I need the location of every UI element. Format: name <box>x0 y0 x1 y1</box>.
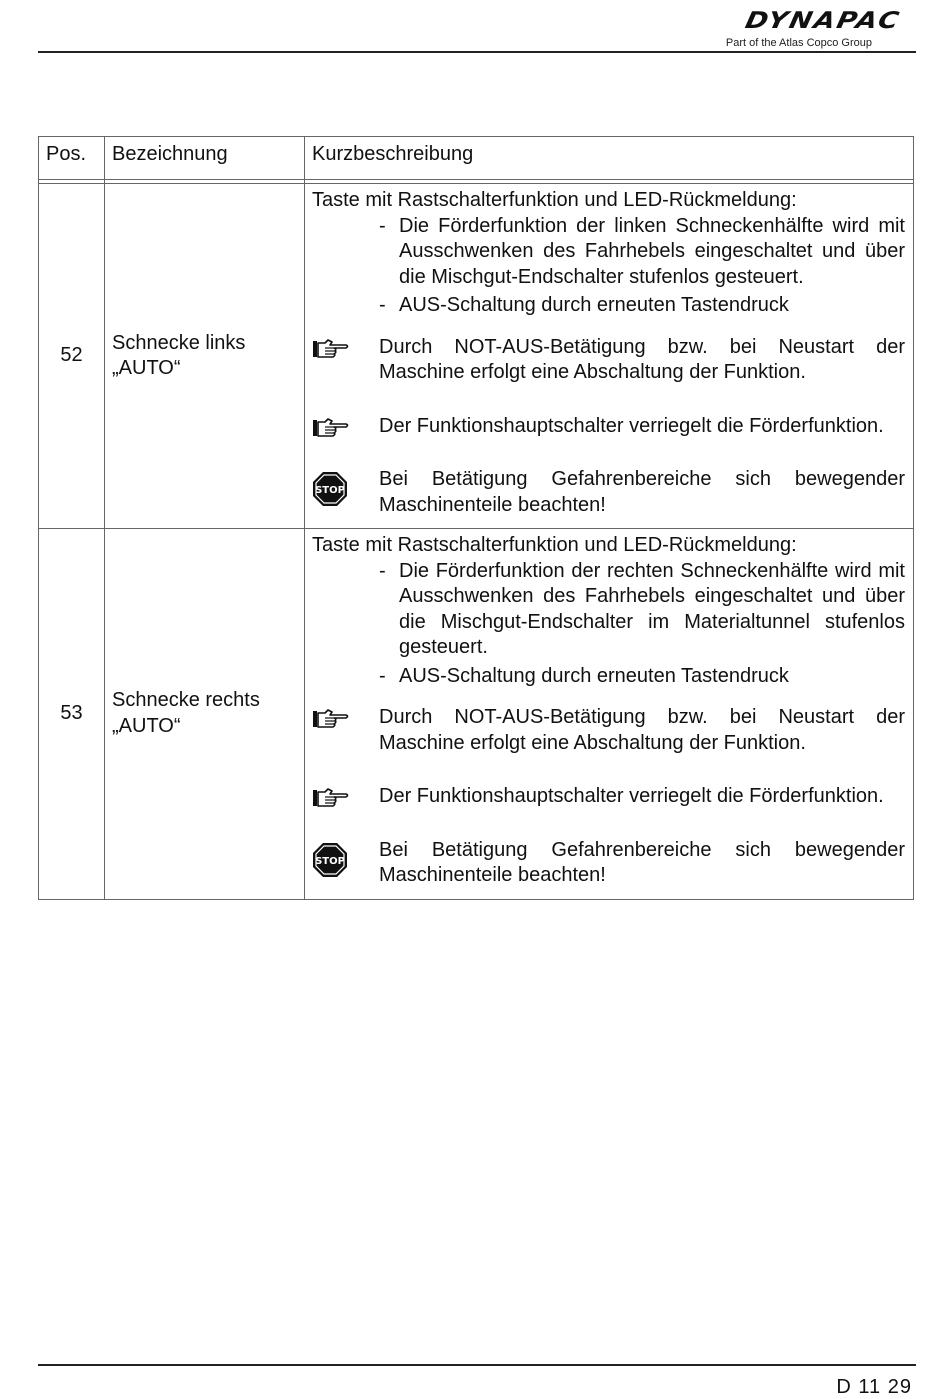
pos-cell: 53 <box>39 529 105 900</box>
pointing-hand-icon <box>312 335 379 359</box>
header-bezeichnung: Bezeichnung <box>105 137 305 180</box>
header-divider <box>38 51 916 53</box>
note-text: Der Funktionshauptschalter verriegelt die Förderfunktion. <box>379 414 884 437</box>
name-cell <box>105 529 305 900</box>
warning-block <box>312 467 905 518</box>
logo-wordmark: DYNAPAC <box>742 7 903 34</box>
name-line: Schnecke links <box>112 331 246 354</box>
stop-label: STOP <box>315 485 345 496</box>
description-intro: Taste mit Rastschalterfunktion und LED-Rückmeldung: <box>312 189 797 211</box>
note-text: Durch NOT-AUS-Betätigung bzw. bei Neustart der Maschine erfolgt eine Abschaltung der Funktion. <box>379 706 905 754</box>
note-text: Der Funktionshauptschalter verriegelt die Förderfunktion. <box>379 785 884 807</box>
table-row <box>39 184 914 529</box>
list-item-text: Die Förderfunktion der linken Schneckenhälfte wird mit Ausschwenken des Fahrhebels eingeschaltet und über die Mischgut-Endschalter stufenlos gesteuert. <box>399 214 905 288</box>
note-block <box>312 414 905 440</box>
name-line: Schnecke rechts <box>112 689 260 712</box>
name-line: „AUTO“ <box>112 714 181 737</box>
name-cell <box>105 184 305 529</box>
note-block <box>312 335 905 386</box>
pointing-hand-icon <box>312 784 379 808</box>
logo-subtitle: Part of the Atlas Copco Group <box>725 37 872 49</box>
page-number: D 11 29 <box>836 1376 912 1398</box>
table-row <box>39 529 914 900</box>
warning-text: Bei Betätigung Gefahrenbereiche sich bewegender Maschinenteile beachten! <box>379 838 905 886</box>
header-kurzbeschreibung: Kurzbeschreibung <box>305 137 914 180</box>
description-intro: Taste mit Rastschalterfunktion und LED-Rückmeldung: <box>312 534 797 556</box>
description-cell <box>305 529 914 900</box>
list-item <box>379 559 905 661</box>
list-item-text: Die Förderfunktion der rechten Schneckenhälfte wird mit Ausschwenken des Fahrhebels eingeschaltet und über die Mischgut-Endschalter im Materialtunnel stufenlos gesteuert. <box>399 559 905 658</box>
warning-text: Bei Betätigung Gefahrenbereiche sich bewegender Maschinenteile beachten! <box>379 468 905 516</box>
pointing-hand-icon <box>312 414 379 438</box>
list-item <box>379 214 905 291</box>
note-block <box>312 784 905 810</box>
bullet-dash: - <box>379 294 386 316</box>
stop-sign-icon <box>312 467 379 507</box>
bullet-dash: - <box>379 214 386 237</box>
description-cell <box>305 184 914 529</box>
list-item-text: AUS-Schaltung durch erneuten Tastendruck <box>399 294 789 316</box>
note-text: Durch NOT-AUS-Betätigung bzw. bei Neustart der Maschine erfolgt eine Abschaltung der Funktion. <box>379 335 905 383</box>
name-line: „AUTO“ <box>112 357 181 379</box>
specification-table <box>38 136 914 900</box>
table-header-row <box>39 137 914 180</box>
footer-divider <box>38 1364 916 1366</box>
list-item <box>379 293 905 319</box>
list-item <box>379 664 905 690</box>
pos-cell: 52 <box>39 184 105 529</box>
pointing-hand-icon <box>312 705 379 729</box>
header-pos: Pos. <box>39 137 105 180</box>
list-item-text: AUS-Schaltung durch erneuten Tastendruck <box>399 664 789 687</box>
warning-block <box>312 838 905 889</box>
stop-sign-icon <box>312 838 379 878</box>
bullet-dash: - <box>379 559 386 582</box>
stop-label: STOP <box>315 855 345 867</box>
dynapac-logo <box>725 6 903 49</box>
note-block <box>312 705 905 756</box>
bullet-dash: - <box>379 664 386 687</box>
